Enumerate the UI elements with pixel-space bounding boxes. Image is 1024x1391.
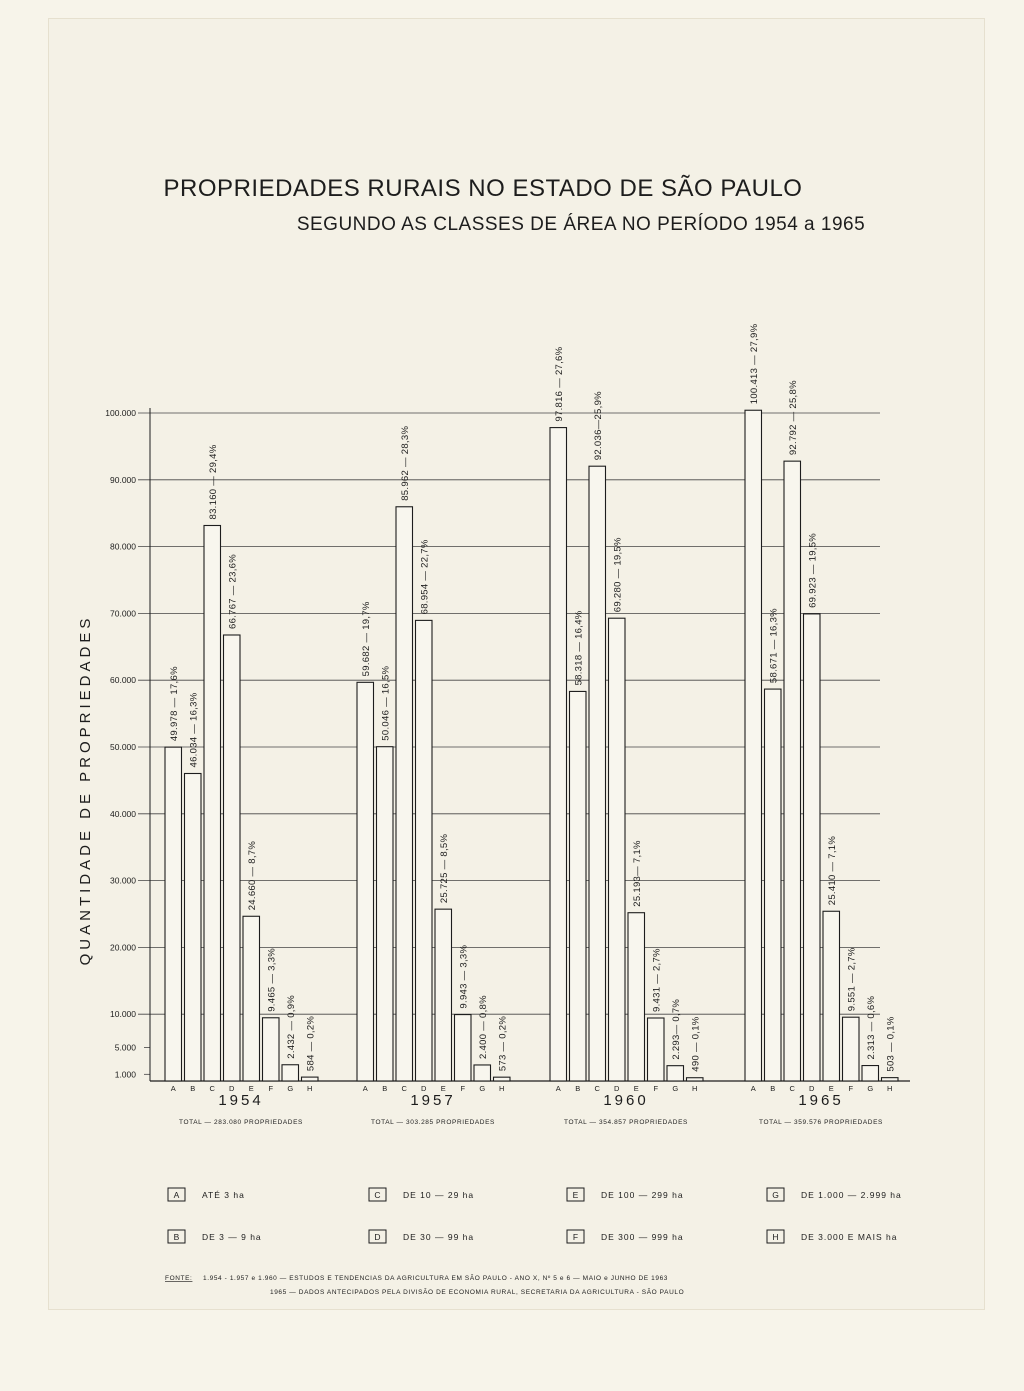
bar [282, 1065, 299, 1081]
bar-value-label: 24.660 — 8,7% [246, 840, 258, 911]
x-tick-label: E [440, 1084, 446, 1093]
bar [416, 620, 433, 1081]
legend-key-letter: H [772, 1232, 779, 1242]
bar-value-label: 58.671 — 16,3% [768, 608, 780, 684]
bar [302, 1077, 319, 1081]
bar [550, 428, 567, 1081]
bar [474, 1065, 491, 1081]
group-year-label: 1960 [603, 1092, 649, 1109]
group-total-label: TOTAL — 303.285 PROPRIEDADES [371, 1119, 495, 1126]
y-tick-label: 50.000 [110, 742, 136, 752]
x-tick-label: A [750, 1084, 756, 1093]
bar-value-label: 9.431 — 2,7% [651, 948, 663, 1013]
bar-value-label: 573 — 0,2% [497, 1015, 509, 1072]
source-line-1: 1.954 - 1.957 e 1.960 — ESTUDOS E TENDENCIAS DA AGRICULTURA EM SÃO PAULO - ANO X, Nº 5 e 6 — MAIO e JUNHO DE 1963 [203, 1275, 669, 1282]
bar-value-label: 49.978 — 17,6% [168, 666, 180, 742]
x-tick-label: B [770, 1084, 776, 1093]
bar [609, 618, 626, 1081]
bar [377, 747, 394, 1081]
x-tick-label: G [479, 1084, 486, 1093]
source-label: FONTE: [165, 1275, 193, 1282]
source-line-2: 1965 — DADOS ANTECIPADOS PELA DIVISÃO DE ECONOMIA RURAL, SECRETARIA DA AGRICULTURA - SÃO PAULO [270, 1289, 685, 1296]
bar [455, 1015, 472, 1081]
legend-key-letter: C [374, 1190, 381, 1200]
x-tick-label: A [362, 1084, 368, 1093]
bar-value-label: 68.954 — 22,7% [419, 539, 431, 615]
bar [435, 909, 452, 1081]
x-tick-label: C [789, 1084, 795, 1093]
bar-value-label: 2.293— 0,7% [670, 998, 682, 1060]
bar-value-label: 25.410 — 7,1% [826, 835, 838, 906]
bar [494, 1077, 511, 1081]
bar [648, 1018, 665, 1081]
y-tick-label: 5.000 [114, 1042, 136, 1053]
bar [882, 1078, 899, 1081]
bar-value-label: 83.160 — 29,4% [207, 444, 219, 520]
bar-value-label: 2.313 — 0,6% [865, 995, 877, 1060]
y-tick-label: 100.000 [105, 408, 136, 418]
legend-item-text: DE 1.000 — 2.999 ha [801, 1190, 902, 1200]
x-tick-label: H [887, 1084, 893, 1093]
y-tick-label: 20.000 [110, 942, 136, 953]
bar [185, 773, 202, 1081]
bar-value-label: 66.767 — 23,6% [227, 554, 239, 629]
bar [570, 691, 587, 1081]
bar [396, 507, 413, 1081]
bar [243, 916, 260, 1081]
legend-key-letter: D [374, 1232, 381, 1242]
x-tick-label: B [190, 1084, 196, 1093]
x-tick-label: C [401, 1084, 407, 1093]
bar [784, 461, 801, 1081]
y-tick-label: 40.000 [110, 808, 136, 819]
y-tick-label: 10.000 [110, 1009, 136, 1020]
bar-value-label: 584 — 0,2% [305, 1015, 317, 1072]
bar-value-label: 92.036—25,9% [592, 391, 604, 461]
chart-title: PROPRIEDADES RURAIS NO ESTADO DE SÃO PAULO [163, 175, 803, 202]
bar-value-label: 2.432 — 0,9% [285, 994, 297, 1059]
bar-value-label: 59.682 — 19,7% [360, 601, 372, 677]
x-tick-label: D [614, 1084, 620, 1093]
legend-key-letter: G [772, 1190, 779, 1200]
group-total-label: TOTAL — 359.576 PROPRIEDADES [759, 1119, 883, 1126]
bar [667, 1066, 684, 1081]
bar [263, 1018, 280, 1081]
legend-item-text: DE 10 — 29 ha [403, 1190, 475, 1200]
group-year-label: 1965 [798, 1092, 844, 1109]
bar [823, 911, 840, 1081]
bar-value-label: 69.923 — 19,5% [807, 532, 819, 608]
x-tick-label: H [692, 1084, 698, 1093]
x-tick-label: C [209, 1084, 215, 1093]
x-tick-label: E [248, 1084, 254, 1093]
y-tick-label: 80.000 [110, 541, 136, 552]
group-total-label: TOTAL — 354.857 PROPRIEDADES [564, 1119, 688, 1126]
group-year-label: 1957 [410, 1092, 456, 1109]
bar-value-label: 50.046 — 16,5% [380, 665, 392, 741]
legend-key-letter: E [572, 1190, 579, 1200]
bar [628, 913, 645, 1081]
x-tick-label: E [828, 1084, 834, 1093]
y-tick-label: 70.000 [110, 608, 136, 619]
y-tick-label: 30.000 [110, 875, 136, 886]
bar-value-label: 97.816 — 27,6% [553, 346, 565, 422]
bar [589, 466, 606, 1081]
legend-item-text: DE 3.000 E MAIS ha [801, 1232, 898, 1242]
group-year-label: 1954 [218, 1092, 264, 1109]
bar [165, 747, 182, 1081]
y-axis-label: QUANTIDADE DE PROPRIEDADES [77, 614, 94, 966]
x-tick-label: F [653, 1084, 659, 1093]
bar [224, 635, 241, 1081]
bar-value-label: 9.551 — 2,7% [846, 947, 858, 1012]
bar-value-label: 46.034 — 16,3% [188, 692, 200, 768]
legend-item-text: DE 30 — 99 ha [403, 1232, 475, 1242]
x-tick-label: H [307, 1084, 313, 1093]
x-tick-label: B [382, 1084, 388, 1093]
y-tick-label: 1.000 [114, 1069, 136, 1080]
x-tick-label: A [555, 1084, 561, 1093]
x-tick-label: G [867, 1084, 874, 1093]
bar-value-label: 25.725 — 8,5% [438, 833, 450, 904]
x-tick-label: F [460, 1084, 466, 1093]
bar-value-label: 69.280 — 19,5% [612, 537, 624, 613]
legend-key-letter: F [572, 1232, 579, 1242]
x-tick-label: H [499, 1084, 505, 1093]
x-tick-label: D [229, 1084, 235, 1093]
bar [687, 1078, 704, 1081]
bar [357, 682, 374, 1081]
x-tick-label: D [421, 1084, 427, 1093]
legend-item-text: DE 100 — 299 ha [601, 1190, 684, 1200]
legend-key-letter: A [173, 1190, 180, 1200]
bar-value-label: 503 — 0,1% [885, 1016, 897, 1072]
x-tick-label: F [848, 1084, 854, 1093]
legend-key-letter: B [173, 1232, 180, 1242]
bar-value-label: 2.400 — 0,8% [477, 995, 489, 1059]
x-tick-label: D [809, 1084, 815, 1093]
bar [765, 689, 782, 1081]
x-tick-label: A [170, 1084, 176, 1093]
x-tick-label: C [594, 1084, 600, 1093]
bar-value-label: 100.413 — 27,9% [748, 323, 760, 405]
x-tick-label: F [268, 1084, 274, 1093]
bar-value-label: 490 — 0,1% [690, 1016, 702, 1072]
bar-value-label: 25.193— 7,1% [631, 840, 643, 907]
x-tick-label: B [575, 1084, 581, 1093]
bar-value-label: 9.943 — 3,3% [458, 944, 470, 1009]
y-tick-label: 60.000 [110, 675, 136, 686]
y-tick-label: 90.000 [110, 474, 136, 485]
bar [804, 614, 821, 1081]
x-tick-label: E [633, 1084, 639, 1093]
group-total-label: TOTAL — 283.080 PROPRIEDADES [179, 1119, 303, 1126]
x-tick-label: G [287, 1084, 294, 1093]
bar-value-label: 92.792 — 25,8% [787, 380, 799, 456]
bar-value-label: 85.962 — 28,3% [399, 425, 411, 501]
bar [843, 1017, 860, 1081]
legend-item-text: DE 3 — 9 ha [202, 1232, 262, 1242]
x-tick-label: G [672, 1084, 679, 1093]
bar [204, 525, 221, 1081]
bar-value-label: 58.318 — 16,4% [573, 610, 585, 686]
legend-item-text: ATÉ 3 ha [202, 1190, 245, 1200]
bar-value-label: 9.465 — 3,3% [266, 947, 278, 1012]
legend-item-text: DE 300 — 999 ha [601, 1232, 684, 1242]
bar [862, 1066, 879, 1081]
chart-subtitle: SEGUNDO AS CLASSES DE ÁREA NO PERÍODO 1954 a 1965 [296, 214, 866, 235]
bar [745, 410, 762, 1081]
